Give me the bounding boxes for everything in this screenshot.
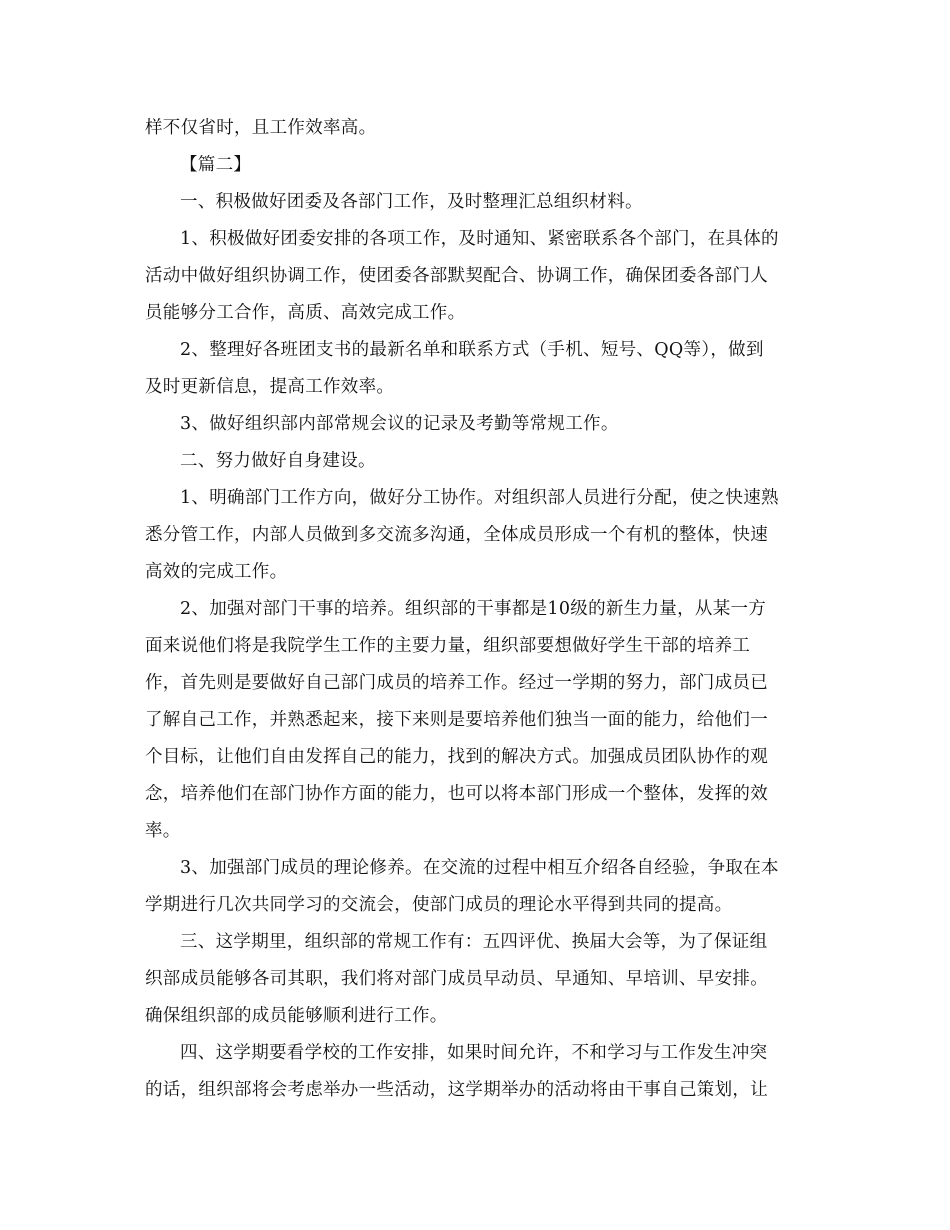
text-line: 悉分管工作，内部人员做到多交流多沟通，全体成员形成一个有机的整体，快速 [145, 525, 768, 545]
text-line: 作，首先则是要做好自己部门成员的培养工作。经过一学期的努力，部门成员已 [145, 673, 768, 693]
text-line: 1、积极做好团委安排的各项工作，及时通知、紧密联系各个部门，在具体的 [180, 229, 779, 249]
text-line: 一、积极做好团委及各部门工作，及时整理汇总组织材料。 [180, 192, 643, 212]
text-line: 率。 [145, 821, 181, 841]
text-line: 的话，组织部将会考虑举办一些活动，这学期举办的活动将由干事自己策划，让 [145, 1080, 768, 1100]
text-line: 及时更新信息，提高工作效率。 [145, 377, 395, 397]
text-line: 样不仅省时，且工作效率高。 [145, 118, 377, 138]
text-line: 1、明确部门工作方向，做好分工协作。对组织部人员进行分配，使之快速熟 [180, 488, 779, 508]
text-line: 活动中做好组织协调工作，使团委各部默契配合、协调工作，确保团委各部门人 [145, 266, 768, 286]
text-line: 3、做好组织部内部常规会议的记录及考勤等常规工作。 [180, 414, 619, 434]
text-line: 3、加强部门成员的理论修养。在交流的过程中相互介绍各自经验，争取在本 [180, 858, 779, 878]
text-line: 确保组织部的成员能够顺利进行工作。 [145, 1006, 448, 1026]
text-line: 念，培养他们在部门协作方面的能力，也可以将本部门形成一个整体，发挥的效 [145, 784, 768, 804]
text-line: 个目标，让他们自由发挥自己的能力，找到的解决方式。加强成员团队协作的观 [145, 747, 768, 767]
text-line: 面来说他们将是我院学生工作的主要力量，组织部要想做好学生干部的培养工 [145, 636, 751, 656]
text-line: 二、努力做好自身建设。 [180, 451, 376, 471]
text-line: 织部成员能够各司其职，我们将对部门成员早动员、早通知、早培训、早安排。 [145, 969, 768, 989]
text-line: 三、这学期里，组织部的常规工作有：五四评优、换届大会等，为了保证组 [180, 932, 768, 952]
text-line: 学期进行几次共同学习的交流会，使部门成员的理论水平得到共同的提高。 [145, 895, 733, 915]
section-heading: 【篇二】 [180, 155, 252, 175]
text-line: 员能够分工合作，高质、高效完成工作。 [145, 303, 466, 323]
text-line: 高效的完成工作。 [145, 562, 288, 582]
text-line: 四、这学期要看学校的工作安排，如果时间允许，不和学习与工作发生冲突 [180, 1043, 768, 1063]
text-line: 2、整理好各班团支书的最新名单和联系方式（手机、短号、QQ等），做到 [180, 340, 764, 360]
text-line: 2、加强对部门干事的培养。组织部的干事都是10级的新生力量，从某一方 [180, 599, 767, 619]
text-line: 了解自己工作，并熟悉起来，接下来则是要培养他们独当一面的能力，给他们一 [145, 710, 768, 730]
